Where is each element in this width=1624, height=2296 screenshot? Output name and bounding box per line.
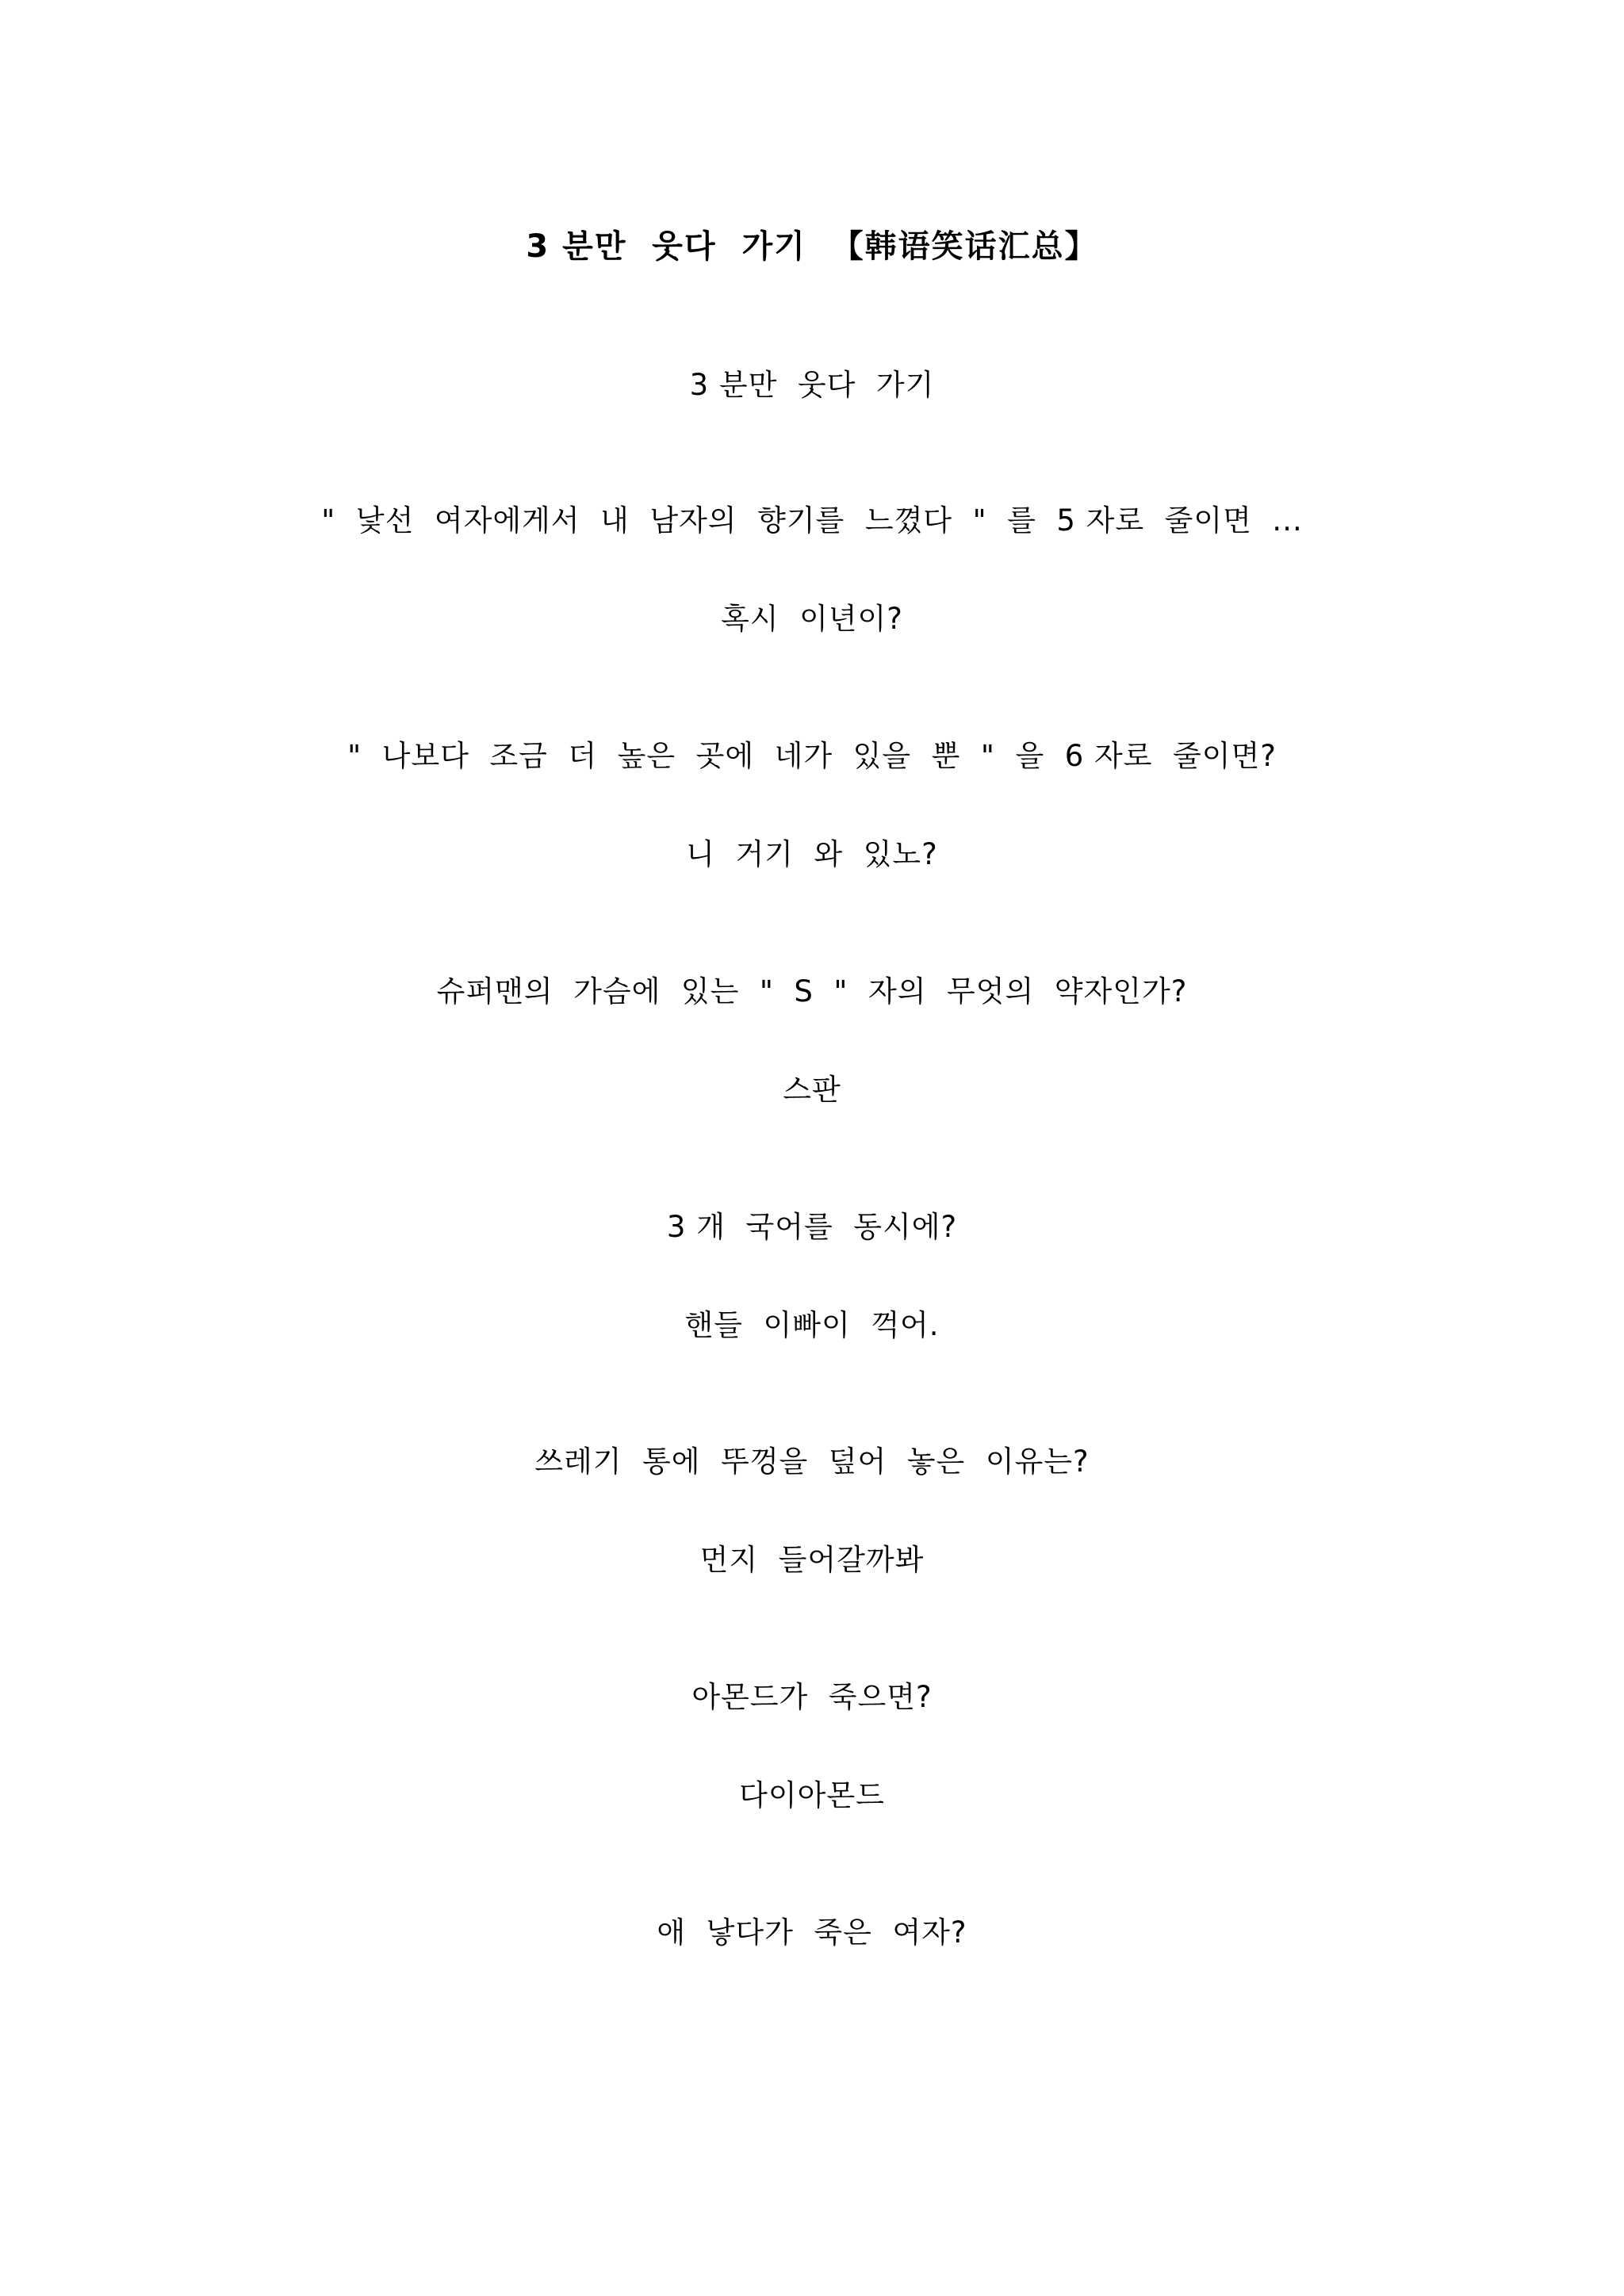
joke-answer: 스판: [783, 1073, 841, 1107]
joke-answer: 니 거기 와 있노?: [686, 837, 938, 871]
joke-question: " 낯선 여자에게서 내 남자의 향기를 느꼈다 " 를 5 자로 줄이면 ...: [321, 503, 1303, 538]
joke-question: 애 낳다가 죽은 여자?: [657, 1915, 967, 1950]
joke-answer: 다이아몬드: [739, 1778, 885, 1812]
joke-question: 3 개 국어를 동시에?: [666, 1210, 958, 1244]
joke-answer: 혹시 이년이?: [721, 602, 903, 636]
joke-answer: 먼지 들어갈까봐: [699, 1543, 925, 1577]
joke-question: 아몬드가 죽으면?: [691, 1680, 933, 1714]
joke-question: 쓰레기 통에 뚜껑을 덮어 놓은 이유는?: [534, 1445, 1090, 1479]
joke-answer: 핸들 이빠이 꺽어.: [684, 1308, 940, 1342]
joke-question: " 나보다 조금 더 높은 곳에 네가 있을 뿐 " 을 6 자로 줄이면?: [347, 739, 1277, 773]
document-title: 3 분만 웃다 가기 【韩语笑话汇总】: [526, 228, 1098, 265]
document-subtitle: 3 분만 웃다 가기: [689, 368, 935, 402]
joke-question: 슈퍼맨의 가슴에 있는 " S " 자의 무엇의 약자인가?: [436, 974, 1188, 1008]
